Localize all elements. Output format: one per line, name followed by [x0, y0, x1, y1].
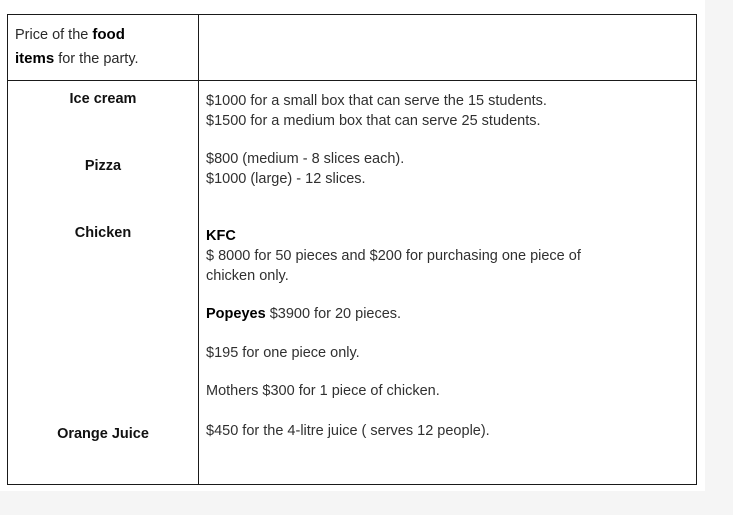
item-label-pizza: Pizza [84, 158, 122, 174]
ice-cream-line: $1500 for a medium box that can serve 25 students. [206, 113, 541, 129]
popeyes-line [206, 304, 676, 324]
chicken-description [206, 226, 676, 286]
popeyes-name: Popeyes [206, 306, 266, 322]
header-text-bold-items: items [15, 50, 55, 67]
pizza-line: $1000 (large) - 12 slices. [206, 171, 366, 187]
orange-juice-description [206, 421, 676, 441]
kfc-title [206, 226, 676, 246]
item-label-ice-cream: Ice cream [69, 91, 137, 107]
item-label-orange-juice: Orange Juice [57, 426, 149, 442]
pizza-description [206, 149, 676, 189]
header-text-bold-food: food [92, 26, 125, 43]
item-label-chicken: Chicken [74, 225, 132, 241]
header-text-post: for the party. [58, 51, 139, 67]
mothers-line: Mothers $300 for 1 piece of chicken. [206, 383, 440, 399]
single-piece-line: $195 for one piece only. [206, 345, 360, 361]
food-price-table [7, 14, 697, 485]
kfc-title-text: KFC [206, 228, 236, 244]
column-divider [198, 15, 199, 484]
header-text-pre: Price of the [15, 27, 89, 43]
kfc-line: chicken only. [206, 268, 289, 284]
table-header-cell [15, 23, 190, 71]
ice-cream-description [206, 91, 676, 131]
kfc-line: $ 8000 for 50 pieces and $200 for purchasing one piece of [206, 248, 581, 264]
orange-juice-line: $450 for the 4-litre juice ( serves 12 people). [206, 423, 490, 439]
popeyes-price: $3900 for 20 pieces. [269, 306, 402, 322]
ice-cream-line: $1000 for a small box that can serve the 15 students. [206, 93, 547, 109]
pizza-line: $800 (medium - 8 slices each). [206, 151, 405, 167]
header-divider [8, 80, 696, 81]
